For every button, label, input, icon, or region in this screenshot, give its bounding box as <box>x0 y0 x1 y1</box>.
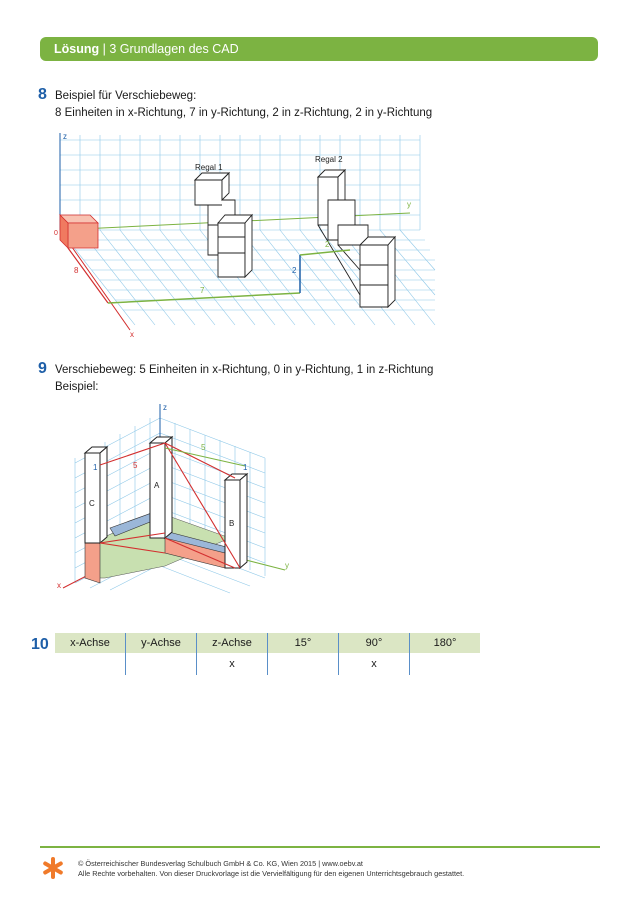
path-2y-label: 2 <box>325 240 330 249</box>
box-c-bottom <box>85 543 100 583</box>
column-c <box>85 447 107 543</box>
y-label: y <box>407 200 411 209</box>
task-8-line1: Beispiel für Verschiebeweg: <box>55 90 197 102</box>
table-header-row <box>55 633 480 653</box>
x-label-9: x <box>57 581 61 590</box>
cell-15 <box>268 653 339 675</box>
task-8-diagram <box>50 125 440 340</box>
label-5-red: 5 <box>133 461 138 470</box>
y-label-9: y <box>285 561 289 570</box>
label-1-left: 1 <box>93 463 98 472</box>
regal-2-label: Regal 2 <box>315 155 343 164</box>
regal-2 <box>318 170 395 307</box>
x-label: x <box>130 330 134 339</box>
footer-divider <box>40 846 600 848</box>
z-label-9: z <box>163 403 167 412</box>
header-bar <box>40 37 598 61</box>
task-9-line2: Beispiel: <box>55 381 99 393</box>
footer-rights: Alle Rechte vorbehalten. Von dieser Druckvorlage ist die Vervielfältigung für den eigenen Unterrichtsgebrauch gestattet. <box>78 869 465 878</box>
label-5-green: 5 <box>201 443 206 452</box>
cell-y-achse <box>126 653 197 675</box>
path-8-label: 8 <box>74 266 79 275</box>
header-z-achse: z-Achse <box>197 633 268 653</box>
label-a: A <box>154 481 160 490</box>
header-y-achse: y-Achse <box>126 633 197 653</box>
regal-1 <box>195 173 252 277</box>
start-box <box>60 215 98 248</box>
task-9-diagram <box>55 398 305 598</box>
path-7-label: 7 <box>200 286 205 295</box>
task-8-line2: 8 Einheiten in x-Richtung, 7 in y-Richtung, 2 in z-Richtung, 2 in y-Richtung <box>55 107 433 119</box>
task-8-number: 8 <box>38 86 47 103</box>
header-15: 15° <box>268 633 339 653</box>
path-2z-label: 2 <box>292 266 297 275</box>
path-2-y <box>300 250 350 255</box>
task-9-line1: Verschiebeweg: 5 Einheiten in x-Richtung, 0 in y-Richtung, 1 in z-Richtung <box>55 364 434 376</box>
header-180: 180° <box>410 633 481 653</box>
header-x-achse: x-Achse <box>55 633 126 653</box>
regal-1-label: Regal 1 <box>195 163 223 172</box>
origin-label: 0 <box>54 230 58 237</box>
header-title: 3 Grundlagen des CAD <box>109 42 239 56</box>
answer-table <box>55 633 480 675</box>
path-8 <box>68 248 108 303</box>
label-b: B <box>229 519 235 528</box>
label-1-right: 1 <box>243 463 248 472</box>
label-c: C <box>89 499 95 508</box>
task-9-number: 9 <box>38 360 47 377</box>
z-label: z <box>63 132 67 141</box>
header-bold: Lösung <box>54 42 100 56</box>
cell-x-achse <box>55 653 126 675</box>
header-separator: | <box>102 42 106 56</box>
footer-copyright: © Österreichischer Bundesverlag Schulbuch GmbH & Co. KG, Wien 2015 | www.oebv.at <box>78 859 363 868</box>
cell-90: x <box>339 653 410 675</box>
publisher-logo-icon <box>40 855 66 881</box>
cell-180 <box>410 653 481 675</box>
header-90: 90° <box>339 633 410 653</box>
table-row <box>55 653 480 675</box>
cell-z-achse: x <box>197 653 268 675</box>
task-10-number: 10 <box>31 636 49 653</box>
